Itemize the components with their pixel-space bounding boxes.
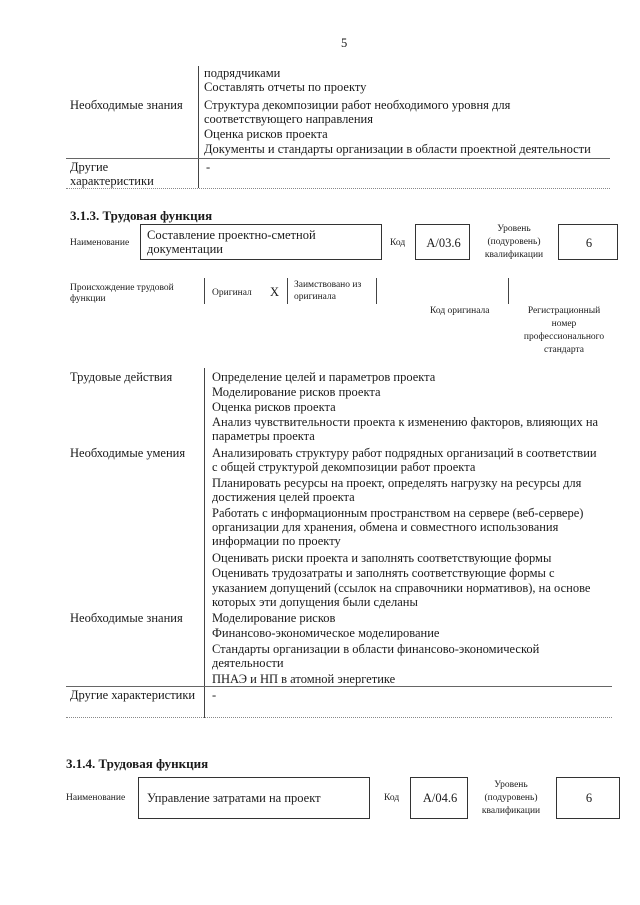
skill-item: Работать с информационным пространством на сервере (веб-сервере) — [212, 506, 584, 520]
name-field — [138, 777, 370, 819]
level-field — [558, 224, 618, 260]
knowledge-item: Моделирование рисков — [212, 611, 336, 625]
name-value: Составление проектно-сметной — [147, 228, 316, 242]
original-mark: X — [270, 285, 280, 299]
skill-item: указанием допущений (ссылок на справочники нормативов), на основе — [212, 581, 591, 595]
level-label: Уровень — [494, 780, 528, 790]
table-cell: соответствующего направления — [204, 112, 373, 126]
knowledge-item: ПНАЭ и НП в атомной энергетике — [212, 672, 396, 686]
code-value: A/04.6 — [422, 791, 458, 805]
row-label-other: характеристики — [70, 174, 154, 188]
code-value: A/03.6 — [426, 236, 461, 250]
level-label: (подуровень) — [484, 793, 538, 803]
origin-divider — [508, 278, 509, 304]
origin-divider — [376, 278, 377, 304]
level-value: 6 — [585, 791, 593, 805]
level-label: (подуровень) — [487, 237, 541, 247]
row-label-knowledge: Необходимые знания — [70, 611, 183, 625]
reg-number-label: профессионального — [523, 332, 605, 342]
original-label: Оригинал — [212, 288, 252, 298]
skill-item: достижения целей проекта — [212, 490, 355, 504]
table-divider — [204, 368, 205, 718]
skill-item: которых эти допущения были сделаны — [212, 595, 418, 609]
table-cell: подрядчиками — [204, 66, 281, 80]
reg-number-label: Регистрационный — [527, 306, 601, 316]
knowledge-item: Стандарты организации в области финансово-экономической — [212, 642, 540, 656]
knowledge-item: Финансово-экономическое моделирование — [212, 626, 440, 640]
section-heading: 3.1.4. Трудовая функция — [66, 756, 209, 771]
name-label: Наименование — [66, 793, 126, 803]
row-separator — [66, 717, 612, 718]
row-label-skills: Необходимые умения — [70, 446, 186, 460]
table-cell: Структура декомпозиции работ необходимого уровня для — [204, 98, 511, 112]
name-value: Управление затратами на проект — [147, 791, 321, 805]
row-label-knowledge: Необходимые знания — [70, 98, 183, 112]
action-item: Оценка рисков проекта — [212, 400, 336, 414]
table-cell: Оценка рисков проекта — [204, 127, 328, 141]
reg-number-label: стандарта — [544, 345, 584, 355]
table-cell: Документы и стандарты организации в области проектной деятельности — [204, 142, 591, 156]
level-label: квалификации — [481, 806, 541, 816]
borrowed-label: Заимствовано из — [294, 280, 362, 290]
action-item: параметры проекта — [212, 429, 315, 443]
skill-item: организации для хранения, обмена и совместного использования — [212, 520, 559, 534]
row-label-actions: Трудовые действия — [70, 370, 173, 384]
name-field — [140, 224, 382, 260]
table-divider — [198, 66, 199, 188]
origin-label: функции — [70, 294, 106, 304]
table-cell: - — [206, 160, 211, 174]
skill-item: Анализировать структуру работ подрядных организаций в соответствии — [212, 446, 597, 460]
origin-divider — [287, 278, 288, 304]
level-label: квалификации — [484, 250, 544, 260]
action-item: Определение целей и параметров проекта — [212, 370, 436, 384]
name-value: документации — [147, 242, 223, 256]
reg-number-label: номер — [551, 319, 577, 329]
code-label: Код — [384, 793, 400, 803]
level-label: Уровень — [497, 224, 531, 234]
skill-item: Оценивать риски проекта и заполнять соответствующие формы — [212, 551, 552, 565]
section-heading: 3.1.3. Трудовая функция — [70, 208, 213, 223]
code-label: Код — [390, 238, 406, 248]
name-label: Наименование — [70, 238, 130, 248]
origin-divider — [204, 278, 205, 304]
code-field — [410, 777, 468, 819]
other-value: - — [212, 688, 217, 702]
action-item: Анализ чувствительности проекта к изменению факторов, влияющих на — [212, 415, 599, 429]
row-separator — [66, 686, 612, 687]
skill-item: Планировать ресурсы на проект, определять нагрузку на ресурсы для — [212, 476, 582, 490]
page-number: 5 — [341, 36, 348, 50]
table-cell: Составлять отчеты по проекту — [204, 80, 367, 94]
skill-item: информации по проекту — [212, 534, 341, 548]
skill-item: Оценивать трудозатраты и заполнять соответствующие формы с — [212, 566, 555, 580]
skill-item: с общей структурой декомпозиции работ проекта — [212, 460, 476, 474]
origin-label: Происхождение трудовой — [70, 283, 174, 293]
row-label-other: Другие — [70, 160, 109, 174]
row-separator — [66, 158, 610, 159]
code-original-label: Код оригинала — [430, 306, 490, 316]
row-label-other: Другие характеристики — [70, 688, 196, 702]
level-value: 6 — [585, 236, 593, 250]
borrowed-label: оригинала — [294, 292, 336, 302]
action-item: Моделирование рисков проекта — [212, 385, 381, 399]
knowledge-item: деятельности — [212, 656, 284, 670]
code-field — [415, 224, 470, 260]
level-field — [556, 777, 620, 819]
